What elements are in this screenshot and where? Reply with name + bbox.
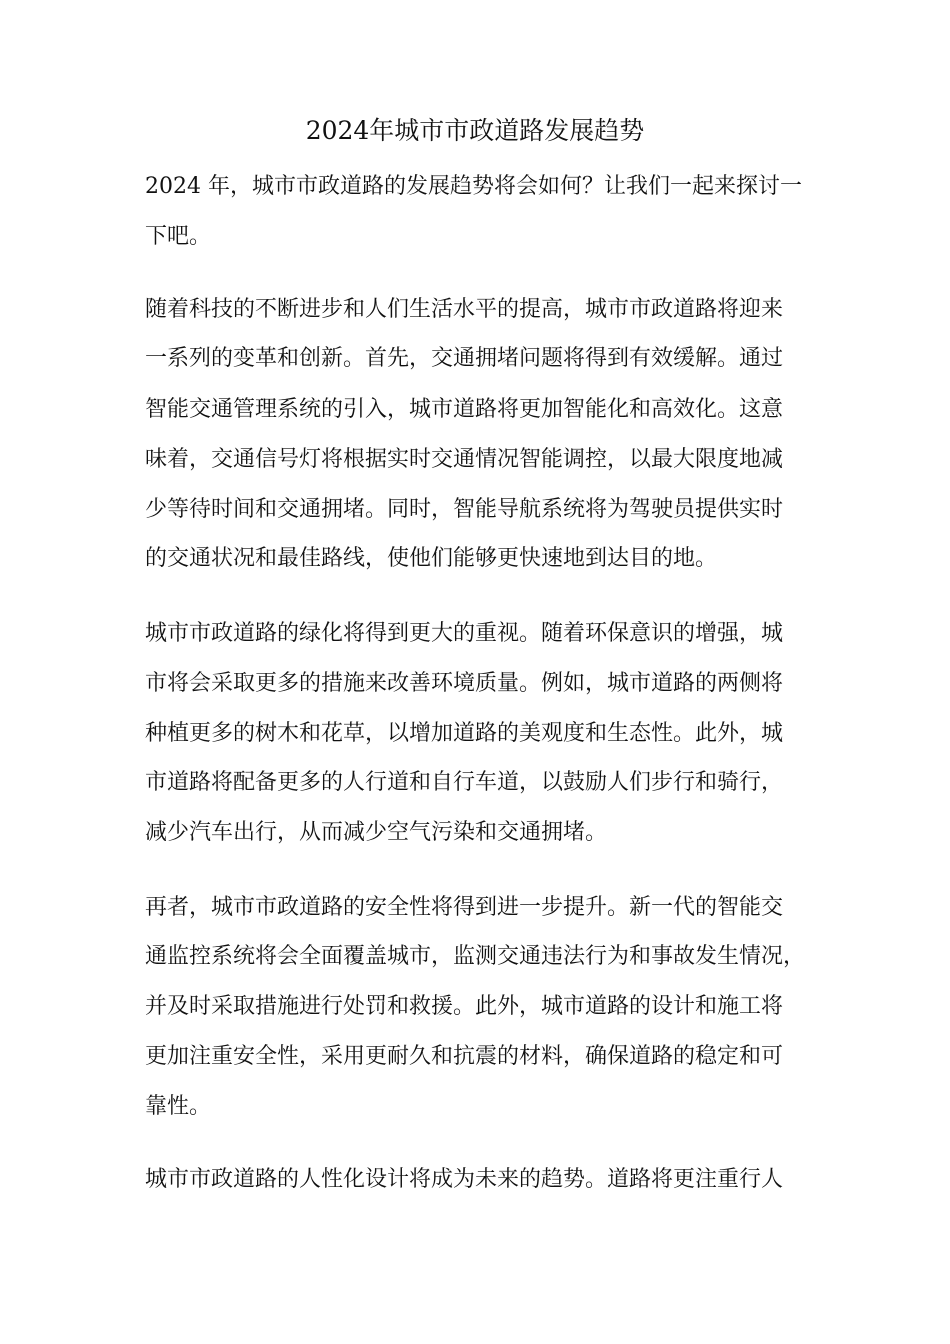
paragraph-4-line-4: 更加注重安全性，采用更耐久和抗震的材料，确保道路的稳定和可 — [145, 1044, 784, 1069]
paragraph-2-line-1: 随着科技的不断进步和人们生活水平的提高，城市市政道路将迎来 — [145, 297, 784, 322]
paragraph-3-line-5: 减少汽车出行，从而减少空气污染和交通拥堵。 — [145, 820, 608, 845]
paragraph-4-line-3: 并及时采取措施进行处罚和救援。此外，城市道路的设计和施工将 — [145, 994, 784, 1019]
paragraph-3-line-2: 市将会采取更多的措施来改善环境质量。例如，城市道路的两侧将 — [145, 671, 784, 696]
paragraph-2-line-4: 味着，交通信号灯将根据实时交通情况智能调控，以最大限度地减 — [145, 447, 784, 472]
paragraph-4-line-1: 再者，城市市政道路的安全性将得到进一步提升。新一代的智能交 — [145, 895, 784, 920]
document-title: 2024年城市市政道路发展趋势 — [305, 116, 645, 145]
paragraph-2-line-2: 一系列的变革和创新。首先，交通拥堵问题将得到有效缓解。通过 — [145, 346, 784, 371]
paragraph-2-line-6: 的交通状况和最佳路线，使他们能够更快速地到达目的地。 — [145, 546, 718, 571]
paragraph-3-line-4: 市道路将配备更多的人行道和自行车道，以鼓励人们步行和骑行， — [145, 770, 784, 795]
paragraph-2-line-3: 智能交通管理系统的引入，城市道路将更加智能化和高效化。这意 — [145, 397, 784, 422]
paragraph-5-line-1: 城市市政道路的人性化设计将成为未来的趋势。道路将更注重行人 — [145, 1167, 784, 1192]
paragraph-3-line-1: 城市市政道路的绿化将得到更大的重视。随着环保意识的增强，城 — [145, 621, 784, 646]
paragraph-4-line-5: 靠性。 — [145, 1094, 212, 1119]
paragraph-3-line-3: 种植更多的树木和花草，以增加道路的美观度和生态性。此外，城 — [145, 721, 784, 746]
paragraph-2-line-5: 少等待时间和交通拥堵。同时，智能导航系统将为驾驶员提供实时 — [145, 497, 784, 522]
paragraph-1-line-2: 下吧。 — [145, 224, 212, 249]
paragraph-4-line-2: 通监控系统将会全面覆盖城市，监测交通违法行为和事故发生情况， — [145, 944, 806, 969]
paragraph-1-line-1: 2024 年，城市市政道路的发展趋势将会如何？让我们一起来探讨一 — [145, 174, 802, 199]
